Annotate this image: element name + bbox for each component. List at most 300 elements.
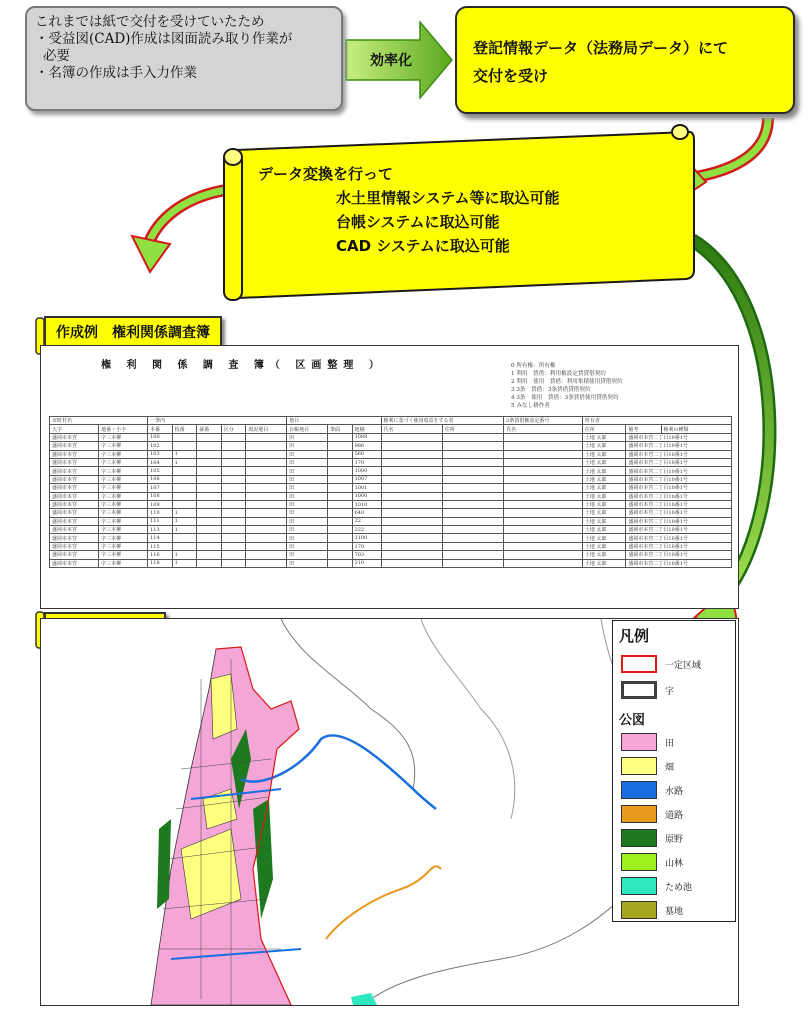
register-cell [328,526,353,534]
register-cell [172,542,197,550]
register-cell [381,475,442,483]
register-cell [172,442,197,450]
register-cell [197,492,222,500]
col-header: 枝番 [172,425,197,433]
register-cell [197,551,222,559]
old-process-line: これまでは紙で交付を受けていたため [35,14,265,30]
register-cell: 田 [287,450,328,458]
register-row [50,534,732,542]
register-cell: 盛岡市本宮二丁目10番1号 [626,534,732,542]
register-cell: 1000 [352,467,381,475]
legend-swatch [621,901,657,919]
legend-item [621,733,731,753]
col-header: 権利の種類 [661,425,731,433]
register-cell: 土地 太郎 [582,517,625,525]
legend-swatch [621,681,657,699]
register-cell [504,467,583,475]
register-cell: 土地 太郎 [582,559,625,567]
register-cell [246,484,287,492]
register-cell: 盛岡市本宮二丁目10番1号 [626,467,732,475]
legend-item [621,681,731,701]
register-legend-line: 0 所有権：所有権 [511,363,556,369]
register-cell [328,475,353,483]
register-cell [442,475,503,483]
register-cell: 170 [352,542,381,550]
register-cell [221,475,246,483]
register-cell: 盛岡市本宮二丁目10番1号 [626,458,732,466]
register-cell [442,526,503,534]
group-header: 一筆内 [148,417,287,425]
register-cell: 田 [287,475,328,483]
new-process-line: 交付を受け [473,67,549,85]
register-row [50,551,732,559]
register-cell: 字三本柳 [99,484,148,492]
register-cell [172,433,197,441]
register-cell [328,534,353,542]
scroll-line: 台帳システムに取込可能 [336,213,500,231]
register-cell [328,442,353,450]
register-cell [381,433,442,441]
register-cell: 田 [287,484,328,492]
register-cell: 210 [352,559,381,567]
register-cell [504,492,583,500]
old-process-line: 必要 [43,48,70,64]
register-cell: 盛岡市本宮二丁目10番1号 [626,500,732,508]
register-cell [172,534,197,542]
register-cell: 114 [148,534,173,542]
register-cell [197,458,222,466]
register-row [50,500,732,508]
register-cell: 111 [148,517,173,525]
register-cell [381,450,442,458]
register-cell: 土地 太郎 [582,442,625,450]
register-cell [381,517,442,525]
register-cell: 1007 [352,475,381,483]
register-cell [442,450,503,458]
register-cell [172,500,197,508]
register-cell: 田 [287,542,328,550]
group-header: 地目 [287,417,381,425]
register-cell: 盛岡市本宮 [50,475,99,483]
register-cell [328,433,353,441]
register-cell [246,526,287,534]
register-cell: 106 [148,475,173,483]
register-cell [197,500,222,508]
col-header: 本番 [148,425,173,433]
legend-item [621,805,731,825]
register-legend [511,362,623,410]
register-cell [221,509,246,517]
register-cell: 盛岡市本宮二丁目10番1号 [626,442,732,450]
register-cell: 字三本柳 [99,442,148,450]
register-cell: 640 [352,509,381,517]
register-row [50,526,732,534]
register-legend-line: 5 みなし耕作者 [511,403,550,409]
register-cell: 1010 [352,500,381,508]
legend-item [621,853,731,873]
register-cell [197,559,222,567]
register-legend-line: 3 3条 賃借：3条賃借貸借契約 [511,387,591,393]
legend-swatch [621,733,657,751]
register-cell [381,542,442,550]
col-header: 備考 [626,425,661,433]
register-row [50,542,732,550]
register-cell: 盛岡市本宮 [50,458,99,466]
new-process-line: 登記情報データ（法務局データ）にて [473,39,729,57]
register-cell: 115 [148,542,173,550]
register-cell [442,534,503,542]
register-group-header-row [50,417,732,425]
register-cell [504,559,583,567]
register-cell [246,500,287,508]
register-header-row [50,425,732,433]
register-cell: 字三本柳 [99,517,148,525]
register-cell: 986 [352,442,381,450]
register-row [50,509,732,517]
register-cell [504,542,583,550]
col-header: 住所 [442,425,503,433]
legend-swatch [621,757,657,775]
register-cell [221,492,246,500]
register-cell: 盛岡市本宮 [50,484,99,492]
register-cell: 土地 太郎 [582,534,625,542]
register-cell [442,517,503,525]
old-process-line: ・名簿の作成は手入力作業 [35,65,197,81]
register-cell [197,534,222,542]
register-cell: 盛岡市本宮 [50,559,99,567]
new-process-box [455,6,795,114]
register-cell [197,509,222,517]
register-cell: 田 [287,500,328,508]
rights-register-sheet [40,345,739,609]
register-cell: 盛岡市本宮 [50,450,99,458]
register-cell [246,542,287,550]
register-row [50,517,732,525]
register-cell: 222 [352,526,381,534]
example1-title: 作成例 権利関係調査簿 [44,316,222,348]
legend-label: 畑 [665,763,675,773]
register-cell: 盛岡市本宮 [50,467,99,475]
register-cell: 田 [287,458,328,466]
register-cell [197,526,222,534]
register-cell [246,534,287,542]
register-cell: 1088 [352,433,381,441]
register-cell: 字三本柳 [99,467,148,475]
register-cell: 田 [287,509,328,517]
register-cell [328,458,353,466]
legend-label: 田 [665,739,675,749]
legend-item [621,901,731,921]
register-cell: 土地 太郎 [582,458,625,466]
register-cell [328,517,353,525]
register-cell: 盛岡市本宮 [50,517,99,525]
register-cell [246,517,287,525]
register-cell: 1 [172,517,197,525]
scroll-text [258,162,560,258]
register-cell: 105 [148,467,173,475]
register-cell [381,442,442,450]
register-cell: 113 [148,526,173,534]
register-cell: 1000 [352,492,381,500]
register-row [50,433,732,441]
map-legend [612,620,736,922]
register-cell: 盛岡市本宮 [50,534,99,542]
register-cell: 田 [287,526,328,534]
legend-swatch [621,655,657,673]
register-cell: 田 [287,492,328,500]
register-cell [442,542,503,550]
register-cell: 盛岡市本宮 [50,492,99,500]
register-cell [381,551,442,559]
register-cell [442,559,503,567]
register-cell: 田 [287,551,328,559]
register-cell [197,542,222,550]
register-cell [381,559,442,567]
register-cell [504,534,583,542]
register-cell [246,551,287,559]
register-cell [221,467,246,475]
register-cell: 1 [172,450,197,458]
register-cell [246,450,287,458]
register-cell [328,500,353,508]
register-cell: 107 [148,484,173,492]
register-cell: 1 [172,509,197,517]
register-cell: 1 [172,526,197,534]
register-cell: 田 [287,467,328,475]
register-cell: 土地 太郎 [582,509,625,517]
register-cell: 土地 太郎 [582,526,625,534]
register-row [50,450,732,458]
register-cell: 110 [148,509,173,517]
register-cell [328,467,353,475]
register-cell: 盛岡市本宮二丁目10番1号 [626,509,732,517]
register-cell: 盛岡市本宮二丁目10番1号 [626,526,732,534]
register-cell: 盛岡市本宮二丁目10番1号 [626,542,732,550]
register-cell [381,509,442,517]
register-table [49,416,732,568]
register-cell [328,551,353,559]
register-cell: 盛岡市本宮二丁目10番1号 [626,433,732,441]
col-header: 地積 [352,425,381,433]
register-cell: 108 [148,492,173,500]
register-cell [221,442,246,450]
register-cell [197,467,222,475]
register-cell: 田 [287,559,328,567]
register-cell [221,450,246,458]
register-cell: 560 [352,450,381,458]
register-cell [442,500,503,508]
col-header: 地番・小字 [99,425,148,433]
register-cell: 盛岡市本宮 [50,500,99,508]
legend-swatch [621,805,657,823]
register-cell: 盛岡市本宮二丁目10番1号 [626,475,732,483]
register-cell [172,484,197,492]
register-cell: 118 [148,559,173,567]
register-cell: 土地 太郎 [582,492,625,500]
legend-label: 原野 [665,835,684,845]
register-cell [221,517,246,525]
register-cell: 116 [148,551,173,559]
register-cell [442,467,503,475]
register-cell [504,526,583,534]
register-cell: 盛岡市本宮二丁目10番1号 [626,484,732,492]
register-body [50,433,732,567]
scroll-line: データ変換を行って [258,165,394,183]
legend-item [621,757,731,777]
register-legend-line: 4 3条 使用 賃借：3条賃借使用貸借契約 [511,395,619,401]
register-cell: 1 [172,559,197,567]
legend-label: 水路 [665,787,684,797]
register-legend-line: 1 利用 賃借：利用権設定賃貸借契約 [511,371,606,377]
register-cell [442,442,503,450]
register-row [50,484,732,492]
register-cell: 109 [148,500,173,508]
register-cell [442,484,503,492]
col-header: 大字 [50,425,99,433]
register-cell: 22 [352,517,381,525]
register-cell [328,492,353,500]
register-cell: 土地 太郎 [582,467,625,475]
legend-item [621,829,731,849]
register-cell: 字三本柳 [99,509,148,517]
col-header: 区分 [221,425,246,433]
register-cell: 100 [148,433,173,441]
legend-item [621,877,731,897]
register-cell: 盛岡市本宮 [50,551,99,559]
register-cell [504,551,583,559]
register-cell: 盛岡市本宮二丁目10番1号 [626,551,732,559]
register-cell: 土地 太郎 [582,450,625,458]
register-cell [328,509,353,517]
register-cell [246,559,287,567]
register-cell: 1100 [352,534,381,542]
register-cell [442,551,503,559]
register-cell [328,484,353,492]
register-cell: 170 [352,458,381,466]
legend-label: ため池 [665,883,693,893]
register-cell: 102 [148,442,173,450]
group-header: 3条賃借権設定番号 [504,417,583,425]
register-cell: 土地 太郎 [582,551,625,559]
register-cell [221,534,246,542]
register-cell [381,484,442,492]
register-row [50,492,732,500]
efficiency-label: 効率化 [370,53,412,69]
register-cell: 田 [287,433,328,441]
register-cell: 田 [287,442,328,450]
register-cell: 盛岡市本宮二丁目10番1号 [626,450,732,458]
legend-item [621,781,731,801]
col-header: 台帳地目 [287,425,328,433]
register-cell [442,492,503,500]
legend-swatch [621,853,657,871]
register-cell [328,559,353,567]
register-cell: 盛岡市本宮二丁目10番1号 [626,492,732,500]
register-cell: 字三本柳 [99,450,148,458]
register-cell [172,492,197,500]
col-header: 住所 [582,425,625,433]
col-header: 筆面 [328,425,353,433]
register-cell [172,475,197,483]
legend-swatch [621,781,657,799]
register-cell [246,492,287,500]
register-cell [504,458,583,466]
register-cell [246,509,287,517]
legend-section-title: 公図 [619,713,646,728]
register-cell [221,433,246,441]
scroll-line: 水土里情報システム等に取込可能 [336,189,560,207]
register-cell [197,442,222,450]
register-cell: 盛岡市本宮 [50,526,99,534]
col-header: 孫番 [197,425,222,433]
register-cell: 土地 太郎 [582,433,625,441]
register-cell [381,467,442,475]
legend-label: 字 [665,687,675,697]
register-cell: 1 [172,458,197,466]
col-header: 氏名 [381,425,442,433]
old-process-line: ・受益図(CAD)作成は図面読み取り作業が [35,31,293,47]
register-row [50,559,732,567]
register-legend-line: 2 利用 使用 賃借：利用集積使用貸借契約 [511,379,623,385]
register-cell [442,458,503,466]
register-cell [381,534,442,542]
legend-swatch [621,877,657,895]
register-cell: 703 [352,551,381,559]
register-cell: 盛岡市本宮 [50,509,99,517]
register-cell: 1001 [352,484,381,492]
register-cell [197,517,222,525]
register-cell [504,450,583,458]
register-cell [246,475,287,483]
register-cell [442,509,503,517]
register-cell [172,467,197,475]
register-cell: 盛岡市本宮 [50,433,99,441]
register-cell [442,433,503,441]
legend-label: 墓地 [665,907,684,917]
legend-title: 凡例 [619,627,650,645]
register-cell [221,500,246,508]
register-cell [246,433,287,441]
register-cell [197,475,222,483]
legend-item [621,655,731,675]
scroll-line: CAD システムに取込可能 [336,237,510,255]
register-cell [504,475,583,483]
register-cell: 字三本柳 [99,534,148,542]
register-cell: 田 [287,534,328,542]
register-cell: 字三本柳 [99,433,148,441]
register-cell: 字三本柳 [99,458,148,466]
register-cell: 盛岡市本宮 [50,542,99,550]
register-cell [221,526,246,534]
register-cell [246,458,287,466]
register-cell: 盛岡市本宮二丁目10番1号 [626,517,732,525]
legend-label: 山林 [665,859,684,869]
register-cell [221,551,246,559]
register-cell [246,467,287,475]
register-cell [197,450,222,458]
register-cell [504,500,583,508]
col-header: 現況地目 [246,425,287,433]
register-cell: 1 [172,551,197,559]
register-cell [221,484,246,492]
register-cell [381,500,442,508]
register-cell [504,517,583,525]
register-cell [197,433,222,441]
register-cell: 104 [148,458,173,466]
register-cell [221,559,246,567]
register-cell [381,458,442,466]
register-cell: 盛岡市本宮 [50,442,99,450]
